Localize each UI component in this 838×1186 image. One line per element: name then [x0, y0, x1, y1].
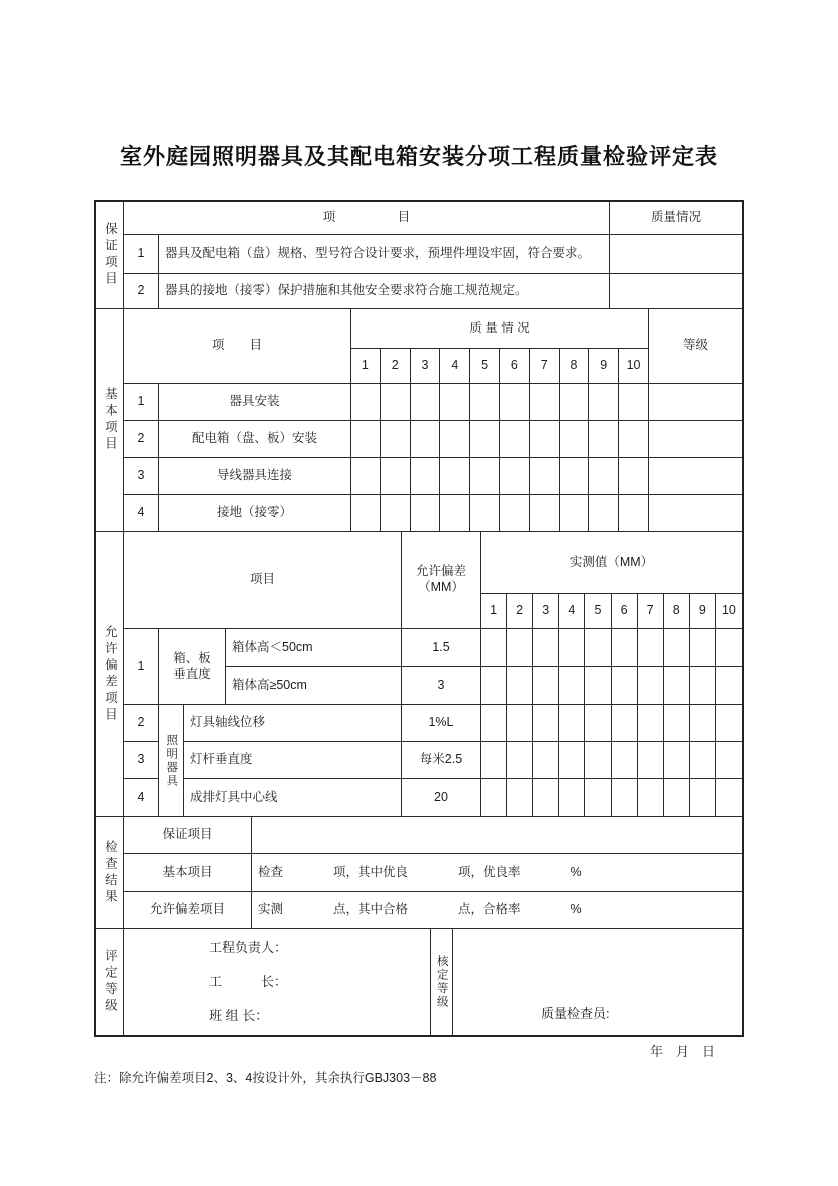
- signature-block: [124, 929, 431, 1035]
- point-col-header: 5: [470, 349, 500, 384]
- point-col-header: 6: [612, 594, 638, 629]
- quality-point-cell: [351, 458, 381, 495]
- quality-point-cell: [381, 421, 411, 458]
- grade-cell: [649, 421, 742, 458]
- deviation-allow-value: 每米2.5: [402, 742, 481, 779]
- quality-point-cell: [589, 495, 619, 532]
- basic-row-number: 4: [124, 495, 159, 532]
- section-label-grading: 评定等级: [96, 929, 124, 1035]
- result-row-text: 实测 点，其中合格 点，合格率 %: [252, 892, 742, 929]
- quality-point-cell: [500, 384, 530, 421]
- deviation-measured-header: 实测值（MM）: [481, 532, 742, 594]
- signature-line-project-manager: 工程负责人：: [209, 940, 288, 955]
- quality-point-cell: [560, 495, 590, 532]
- quality-point-cell: [470, 384, 500, 421]
- quality-point-cell: [411, 495, 441, 532]
- point-col-header: 6: [500, 349, 530, 384]
- measured-point-cell: [481, 667, 507, 705]
- quality-point-cell: [351, 384, 381, 421]
- footnote: 注：除允许偏差项目2、3、4按设计外，其余执行GBJ303－88: [94, 1071, 437, 1085]
- measured-point-cell: [481, 779, 507, 817]
- guarantee-row-number: 2: [124, 274, 159, 309]
- result-row-name: 基本项目: [124, 854, 252, 892]
- measured-point-cell: [716, 779, 742, 817]
- section-label-result: 检查结果: [96, 817, 124, 929]
- deviation-allow-value: 1.5: [402, 629, 481, 667]
- section-deviation: [96, 532, 742, 817]
- evaluation-table: [94, 200, 744, 1037]
- date-line: 年 月 日: [649, 1044, 715, 1059]
- guarantee-row-number: 1: [124, 235, 159, 274]
- quality-point-cell: [381, 384, 411, 421]
- point-col-header: 2: [381, 349, 411, 384]
- quality-point-cell: [500, 421, 530, 458]
- measured-point-cell: [612, 705, 638, 742]
- deviation-group-label-line2: 垂直度: [173, 666, 211, 681]
- quality-point-cell: [619, 421, 649, 458]
- measured-point-cell: [481, 629, 507, 667]
- measured-point-cell: [664, 705, 690, 742]
- measured-point-cell: [612, 742, 638, 779]
- basic-row-text: 导线器具连接: [159, 458, 351, 495]
- basic-row-number: 1: [124, 384, 159, 421]
- measured-point-cell: [690, 779, 716, 817]
- measured-point-cell: [533, 629, 559, 667]
- section-basic: [96, 309, 742, 532]
- measured-point-cell: [690, 629, 716, 667]
- page-title: 室外庭园照明器具及其配电箱安装分项工程质量检验评定表: [119, 144, 718, 169]
- quality-point-cell: [619, 458, 649, 495]
- quality-point-cell: [619, 384, 649, 421]
- guarantee-quality-cell: [610, 274, 742, 309]
- deviation-allow-header-line2: （MM）: [418, 580, 464, 594]
- section-label-deviation: 允许偏差项目: [96, 532, 124, 817]
- point-col-header: 9: [589, 349, 619, 384]
- point-col-header: 10: [716, 594, 742, 629]
- measured-point-cell: [507, 629, 533, 667]
- quality-point-cell: [560, 421, 590, 458]
- measured-point-cell: [559, 629, 585, 667]
- point-col-header: 7: [638, 594, 664, 629]
- quality-point-cell: [381, 495, 411, 532]
- quality-point-cell: [381, 458, 411, 495]
- measured-point-cell: [507, 779, 533, 817]
- deviation-row-text: 灯具轴线位移: [184, 705, 402, 742]
- quality-point-cell: [619, 495, 649, 532]
- deviation-row-number: 1: [124, 629, 159, 705]
- deviation-group-label-line1: 箱、板: [173, 650, 211, 665]
- deviation-item-header: 项目: [124, 532, 402, 629]
- point-col-header: 4: [440, 349, 470, 384]
- guarantee-row-text: 器具及配电箱（盘）规格、型号符合设计要求，预埋件埋设牢固，符合要求。: [159, 235, 610, 274]
- measured-point-cell: [585, 667, 611, 705]
- quality-point-cell: [589, 384, 619, 421]
- result-row-text: [252, 817, 742, 854]
- point-col-header: 3: [411, 349, 441, 384]
- measured-point-cell: [481, 742, 507, 779]
- quality-point-cell: [411, 384, 441, 421]
- section-guarantee: [96, 202, 742, 309]
- guarantee-row-text: 器具的接地（接零）保护措施和其他安全要求符合施工规范规定。: [159, 274, 610, 309]
- point-col-header: 8: [664, 594, 690, 629]
- quality-point-cell: [589, 458, 619, 495]
- basic-quality-header: 质 量 情 况: [351, 309, 649, 349]
- basic-row-text: 配电箱（盘、板）安装: [159, 421, 351, 458]
- deviation-group-label-box: [159, 629, 226, 705]
- point-col-header: 1: [481, 594, 507, 629]
- deviation-allow-value: 3: [402, 667, 481, 705]
- quality-inspector-label: 质量检查员:: [541, 1005, 610, 1021]
- measured-point-cell: [716, 705, 742, 742]
- quality-point-cell: [560, 384, 590, 421]
- section-label-basic: 基本项目: [96, 309, 124, 532]
- quality-point-cell: [440, 384, 470, 421]
- deviation-row-text: 灯杆垂直度: [184, 742, 402, 779]
- point-col-header: 9: [690, 594, 716, 629]
- result-row-name: 允许偏差项目: [124, 892, 252, 929]
- deviation-allow-header-line1: 允许偏差: [415, 564, 466, 579]
- measured-point-cell: [664, 742, 690, 779]
- basic-row-text: 接地（接零）: [159, 495, 351, 532]
- guarantee-item-header: 项 目: [124, 202, 610, 235]
- section-label-guarantee: 保证项目: [96, 202, 124, 309]
- basic-item-header: 项 目: [124, 309, 351, 384]
- point-col-header: 5: [585, 594, 611, 629]
- result-row-text: 检查 项，其中优良 项，优良率 %: [252, 854, 742, 892]
- measured-point-cell: [507, 705, 533, 742]
- measured-point-cell: [690, 667, 716, 705]
- measured-point-cell: [664, 779, 690, 817]
- point-col-header: 3: [533, 594, 559, 629]
- quality-point-cell: [530, 495, 560, 532]
- quality-point-cell: [470, 458, 500, 495]
- basic-grade-header: 等级: [649, 309, 742, 384]
- measured-point-cell: [612, 779, 638, 817]
- quality-point-cell: [530, 458, 560, 495]
- measured-point-cell: [716, 667, 742, 705]
- grade-cell: [649, 384, 742, 421]
- point-col-header: 1: [351, 349, 381, 384]
- quality-point-cell: [500, 458, 530, 495]
- measured-point-cell: [481, 705, 507, 742]
- deviation-row-number: 2: [124, 705, 159, 742]
- grade-cell: [649, 458, 742, 495]
- measured-point-cell: [533, 667, 559, 705]
- measured-point-cell: [612, 629, 638, 667]
- measured-point-cell: [559, 667, 585, 705]
- guarantee-quality-header: 质量情况: [610, 202, 742, 235]
- point-col-header: 2: [507, 594, 533, 629]
- measured-point-cell: [559, 705, 585, 742]
- measured-point-cell: [638, 667, 664, 705]
- measured-point-cell: [690, 742, 716, 779]
- measured-point-cell: [716, 629, 742, 667]
- measured-point-cell: [533, 742, 559, 779]
- measured-point-cell: [585, 705, 611, 742]
- measured-point-cell: [559, 742, 585, 779]
- quality-point-cell: [470, 421, 500, 458]
- measured-point-cell: [638, 705, 664, 742]
- quality-point-cell: [470, 495, 500, 532]
- quality-point-cell: [530, 421, 560, 458]
- deviation-row-text: 箱体高＜50cm: [226, 629, 402, 667]
- deviation-group-label-lighting: 照明器具: [159, 705, 184, 817]
- point-col-header: 7: [530, 349, 560, 384]
- point-col-header: 4: [559, 594, 585, 629]
- deviation-row-text: 成排灯具中心线: [184, 779, 402, 817]
- measured-point-cell: [585, 629, 611, 667]
- quality-point-cell: [530, 384, 560, 421]
- measured-point-cell: [638, 742, 664, 779]
- quality-point-cell: [351, 495, 381, 532]
- basic-row-text: 器具安装: [159, 384, 351, 421]
- basic-row-number: 3: [124, 458, 159, 495]
- measured-point-cell: [559, 779, 585, 817]
- guarantee-quality-cell: [610, 235, 742, 274]
- quality-point-cell: [440, 421, 470, 458]
- measured-point-cell: [664, 667, 690, 705]
- measured-point-cell: [507, 742, 533, 779]
- quality-point-cell: [411, 458, 441, 495]
- measured-point-cell: [533, 779, 559, 817]
- quality-point-cell: [440, 458, 470, 495]
- basic-row-number: 2: [124, 421, 159, 458]
- grade-cell: [649, 495, 742, 532]
- deviation-allow-value: 1%L: [402, 705, 481, 742]
- point-col-header: 8: [560, 349, 590, 384]
- quality-point-cell: [500, 495, 530, 532]
- measured-point-cell: [638, 629, 664, 667]
- section-grading: [96, 929, 742, 1035]
- deviation-allow-header: [402, 532, 481, 629]
- point-col-header: 10: [619, 349, 649, 384]
- measured-point-cell: [716, 742, 742, 779]
- quality-point-cell: [411, 421, 441, 458]
- measured-point-cell: [664, 629, 690, 667]
- measured-point-cell: [533, 705, 559, 742]
- signature-line-team-leader: 班 组 长：: [209, 1007, 269, 1023]
- measured-point-cell: [507, 667, 533, 705]
- quality-point-cell: [351, 421, 381, 458]
- measured-point-cell: [690, 705, 716, 742]
- quality-point-cell: [589, 421, 619, 458]
- deviation-row-number: 4: [124, 779, 159, 817]
- deviation-row-number: 3: [124, 742, 159, 779]
- signature-line-foreman: 工 长：: [209, 973, 288, 989]
- measured-point-cell: [585, 779, 611, 817]
- measured-point-cell: [612, 667, 638, 705]
- measured-point-cell: [585, 742, 611, 779]
- verify-grade-label: 核定等级: [431, 929, 453, 1035]
- result-row-name: 保证项目: [124, 817, 252, 854]
- quality-point-cell: [560, 458, 590, 495]
- deviation-allow-value: 20: [402, 779, 481, 817]
- deviation-row-text: 箱体高≥50cm: [226, 667, 402, 705]
- section-result: [96, 817, 742, 929]
- quality-point-cell: [440, 495, 470, 532]
- measured-point-cell: [638, 779, 664, 817]
